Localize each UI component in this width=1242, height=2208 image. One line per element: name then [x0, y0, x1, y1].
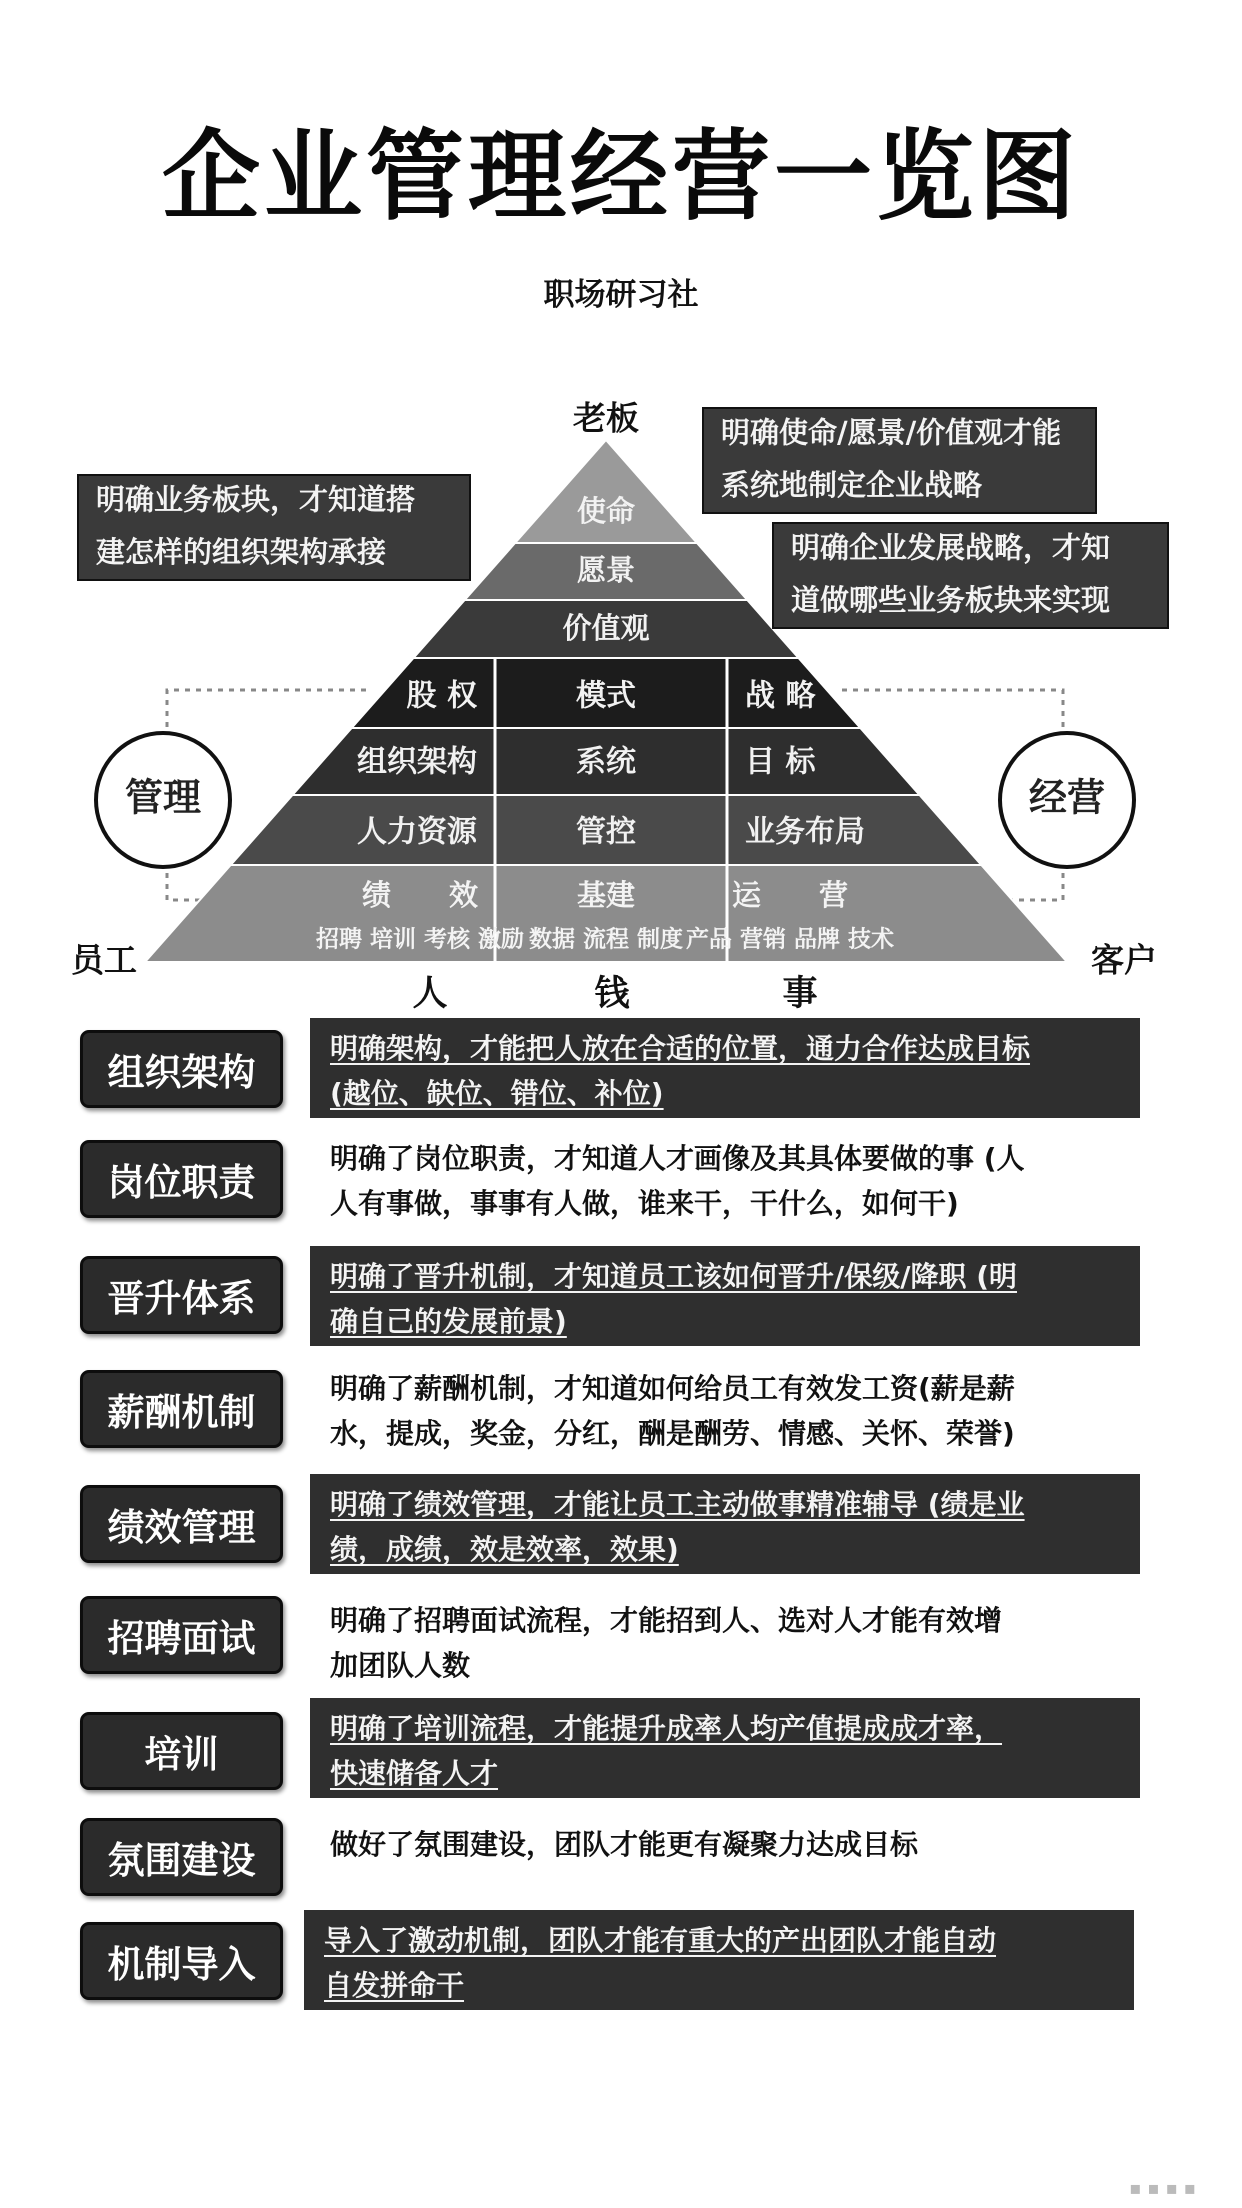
row-description-line: 明确了培训流程，才能提升成率人均产值提成成才率，	[330, 1712, 1003, 1745]
row-description-line: 人有事做，事事有人做，谁来干，干什么，如何干)	[330, 1187, 959, 1220]
row-description-line: 明确了岗位职责，才知道人才画像及其具体要做的事 (人	[330, 1142, 1025, 1175]
callout-top-right-line: 明确使命/愿景/价值观才能	[721, 415, 1062, 450]
row-label: 晋升体系	[80, 1256, 283, 1334]
row-description	[310, 1590, 1140, 1682]
watermark-decoration: ▪▪▪▪	[1129, 2178, 1202, 2199]
row-label: 绩效管理	[80, 1485, 283, 1563]
callout-middle-right-line: 明确企业发展战略，才知	[791, 530, 1111, 565]
left-circle-label: 管理	[124, 775, 202, 820]
pyramid-column-label: 人	[412, 974, 448, 1010]
pyramid-cell-label: 管控	[576, 814, 636, 850]
row-description	[304, 1910, 1134, 2010]
pyramid-base-heading: 绩 效	[361, 878, 479, 912]
row-description-line: 明确了绩效管理，才能让员工主动做事精准辅导 (绩是业	[330, 1488, 1025, 1521]
row-description-line: 绩，成绩，效是效率，效果)	[330, 1533, 679, 1566]
row-description-line: 水，提成，奖金，分红，酬是酬劳、情感、关怀、荣誉)	[330, 1417, 1015, 1450]
row-description-line: 确自己的发展前景)	[330, 1305, 567, 1338]
pyramid-cell-label: 人力资源	[357, 814, 477, 850]
pyramid-apex-label: 老板	[573, 398, 639, 438]
pyramid-layer-label: 使命	[576, 494, 636, 528]
pyramid-cell-label: 组织架构	[357, 744, 477, 780]
row-description	[310, 1814, 1140, 1886]
pyramid-cell-label: 模式	[576, 678, 636, 714]
row-label: 薪酬机制	[80, 1370, 283, 1448]
pyramid-base-detail: 数据 流程 制度	[528, 926, 684, 953]
row-description-line: 明确架构，才能把人放在合适的位置，通力合作达成目标	[330, 1032, 1031, 1065]
pyramid-cell-label: 系统	[576, 744, 636, 780]
pyramid-cell-label: 目 标	[745, 744, 816, 780]
row-label: 培训	[80, 1712, 283, 1790]
row-label: 机制导入	[80, 1922, 283, 2000]
callout-middle-right-line: 道做哪些业务板块来实现	[791, 582, 1111, 617]
row-description-line: 自发拼命干	[324, 1969, 465, 2002]
page-subtitle: 职场研习社	[543, 277, 699, 313]
pyramid-column-label: 钱	[594, 974, 630, 1010]
callout-left-line: 建怎样的组织架构承接	[96, 534, 387, 569]
row-label: 招聘面试	[80, 1596, 283, 1674]
right-circle-label: 经营	[1028, 775, 1106, 820]
row-description-line: 做好了氛围建设，团队才能更有凝聚力达成目标	[330, 1828, 919, 1861]
row-description	[310, 1698, 1140, 1798]
pyramid-base-detail: 招聘 培训 考核 激励	[315, 926, 525, 953]
row-description-line: 加团队人数	[330, 1649, 471, 1682]
row-description-line: 快速储备人才	[330, 1757, 499, 1790]
row-description	[310, 1474, 1140, 1574]
pyramid-layer-label: 价值观	[562, 611, 650, 645]
row-label: 氛围建设	[80, 1818, 283, 1896]
pyramid-left-base-label: 员工	[71, 940, 137, 980]
callout-left-line: 明确业务板块，才知道搭	[96, 482, 416, 517]
pyramid-base-heading: 基建	[576, 878, 636, 912]
row-label: 岗位职责	[80, 1140, 283, 1218]
pyramid-cell-label: 股 权	[406, 678, 477, 714]
row-description	[310, 1358, 1140, 1458]
row-description	[310, 1246, 1140, 1346]
row-description-line: 导入了激动机制，团队才能有重大的产出团队才能自动	[324, 1924, 997, 1957]
pyramid-right-base-label: 客户	[1091, 940, 1157, 980]
pyramid-base-heading: 运 营	[731, 878, 849, 912]
page-title: 企业管理经营一览图	[161, 120, 1080, 234]
pyramid-base-detail: 产品 营销 品牌 技术	[685, 926, 895, 953]
pyramid-layer-label: 愿景	[576, 553, 636, 587]
pyramid-cell-label: 业务布局	[745, 814, 865, 850]
callout-top-right-line: 系统地制定企业战略	[721, 467, 983, 502]
row-description-line: 明确了薪酬机制，才知道如何给员工有效发工资(薪是薪	[330, 1372, 1015, 1405]
row-description-line: 明确了招聘面试流程，才能招到人、选对人才能有效增	[330, 1604, 1003, 1637]
row-label: 组织架构	[80, 1030, 283, 1108]
row-description	[310, 1128, 1140, 1228]
pyramid-cell-label: 战 略	[745, 678, 816, 714]
row-description	[310, 1018, 1140, 1118]
row-description-line: 明确了晋升机制，才知道员工该如何晋升/保级/降职 (明	[330, 1260, 1018, 1293]
row-description-line: (越位、缺位、错位、补位)	[330, 1077, 664, 1110]
pyramid-column-label: 事	[782, 974, 818, 1010]
